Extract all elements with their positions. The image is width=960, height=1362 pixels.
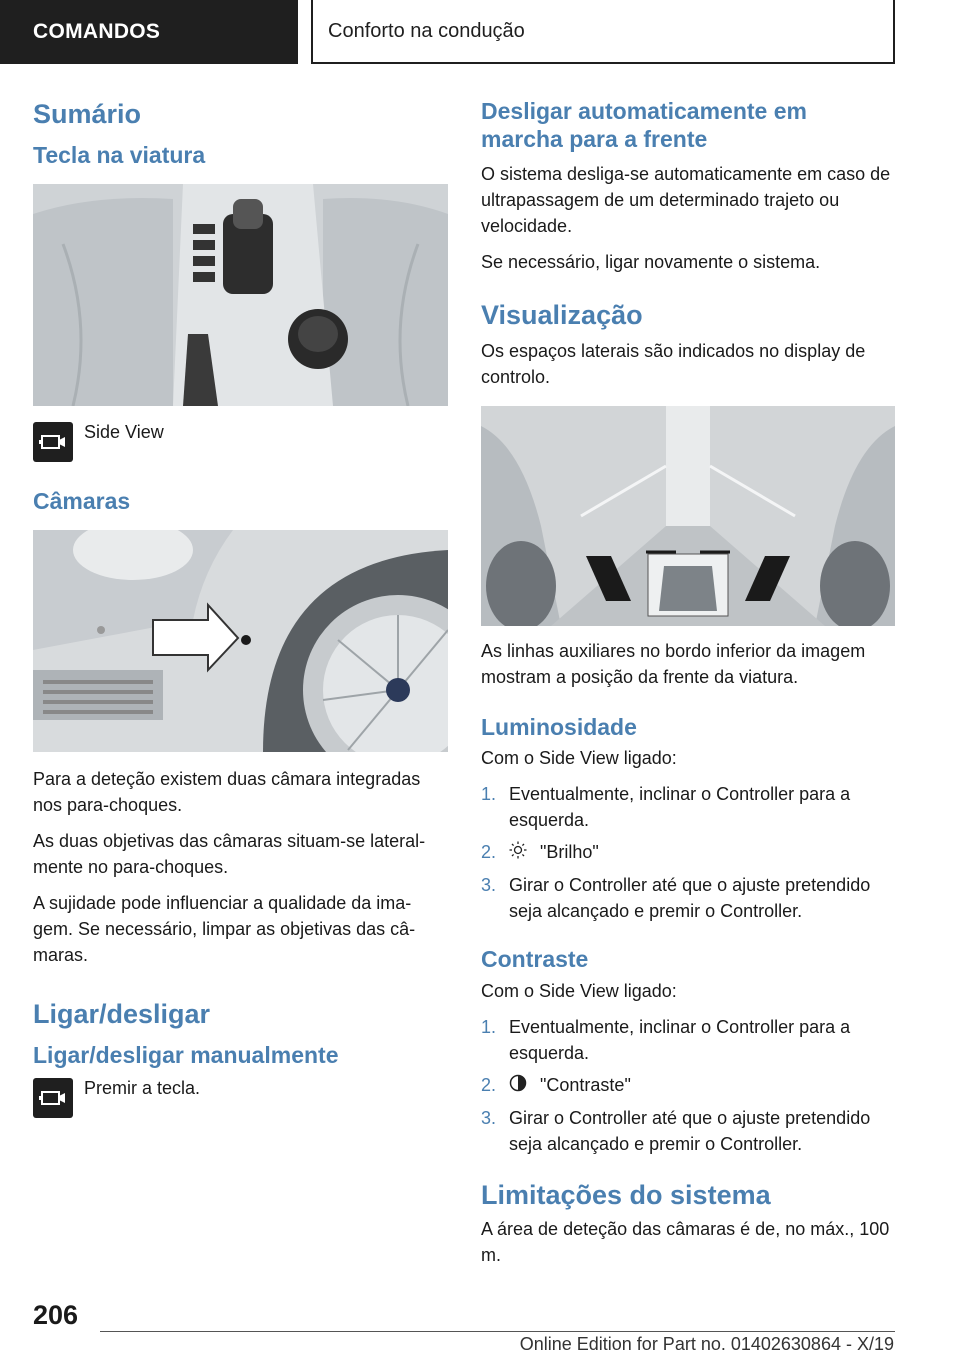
list-item: 2. "Contraste": [481, 1072, 895, 1099]
list-item: 3. Girar o Controller até que o ajuste pretendido seja alcançado e premir o Controller.: [481, 875, 871, 922]
visual-paragraph-1: Os espaços laterais são indicados no display de controlo.: [481, 340, 866, 387]
camaras-paragraph-3: A sujidade pode influenciar a qualidade da ima-gem. Se necessário, limpar as objetivas das câ-maras.: [33, 892, 416, 965]
contraste-intro: Com o Side View ligado:: [481, 981, 677, 1002]
visual-paragraph-2: As linhas auxiliares no bordo inferior da imagem mostram a posição da frente da viatura.: [481, 640, 866, 687]
luminosidade-intro: Com o Side View ligado:: [481, 748, 677, 769]
header-title: Conforto na condução: [311, 0, 895, 64]
contrast-icon: [509, 1073, 527, 1099]
heading-contraste: Contraste: [481, 946, 589, 973]
side-view-display-illustration: [481, 406, 895, 626]
heading-desligar-auto: Desligar automaticamente em marcha para a frente: [481, 98, 807, 152]
limitacoes-paragraph: A área de deteção das câmaras é de, no máx., 100 m.: [481, 1218, 890, 1265]
list-item: 3. Girar o Controller até que o ajuste pretendido seja alcançado e premir o Controller.: [481, 1108, 871, 1155]
list-item: 1. Eventualmente, inclinar o Controller para a esquerda.: [481, 784, 851, 831]
console-illustration: [33, 184, 448, 406]
premir-key-row: [33, 1078, 448, 1118]
camaras-paragraph-2: As duas objetivas das câmaras situam-se lateral-mente no para-choques.: [33, 830, 426, 877]
edition-text: Online Edition for Part no. 01402630864 - X/19: [519, 1334, 894, 1354]
contraste-steps: [481, 1014, 895, 1157]
desligar-paragraph-1: O sistema desliga-se automaticamente em caso de ultrapassagem de um determinado trajeto ou velocidade.: [481, 164, 891, 237]
heading-limitacoes: Limitações do sistema: [481, 1180, 771, 1211]
page-number: 206: [33, 1300, 79, 1330]
side-view-label: Side View: [84, 421, 164, 442]
desligar-paragraph-2: Se necessário, ligar novamente o sistema.: [481, 252, 821, 273]
list-item: 1. Eventualmente, inclinar o Controller para a esquerda.: [481, 1017, 851, 1064]
heading-tecla: Tecla na viatura: [33, 142, 206, 169]
side-view-camera-icon: [33, 422, 73, 462]
premir-label: Premir a tecla.: [84, 1077, 201, 1098]
right-column: [481, 98, 895, 1278]
heading-luminosidade: Luminosidade: [481, 713, 637, 740]
camaras-paragraph-1: Para a deteção existem duas câmara integradas nos para-choques.: [33, 768, 421, 815]
side-view-camera-icon: [33, 1078, 73, 1118]
heading-camaras: Câmaras: [33, 487, 131, 514]
footer-divider: [100, 1331, 895, 1332]
side-view-key-row: [33, 422, 448, 462]
list-item: 2. "Brilho": [481, 839, 895, 866]
heading-visualizacao: Visualização: [481, 300, 643, 331]
heading-ligar-manual: Ligar/desligar manualmente: [33, 1041, 339, 1068]
left-column: [33, 98, 448, 1118]
brightness-icon: [509, 840, 527, 866]
bumper-camera-illustration: [33, 530, 448, 752]
heading-sumario: Sumário: [33, 99, 142, 129]
luminosidade-steps: [481, 781, 895, 924]
header-section: COMANDOS: [0, 0, 298, 64]
heading-ligar-desligar: Ligar/desligar: [33, 998, 211, 1029]
